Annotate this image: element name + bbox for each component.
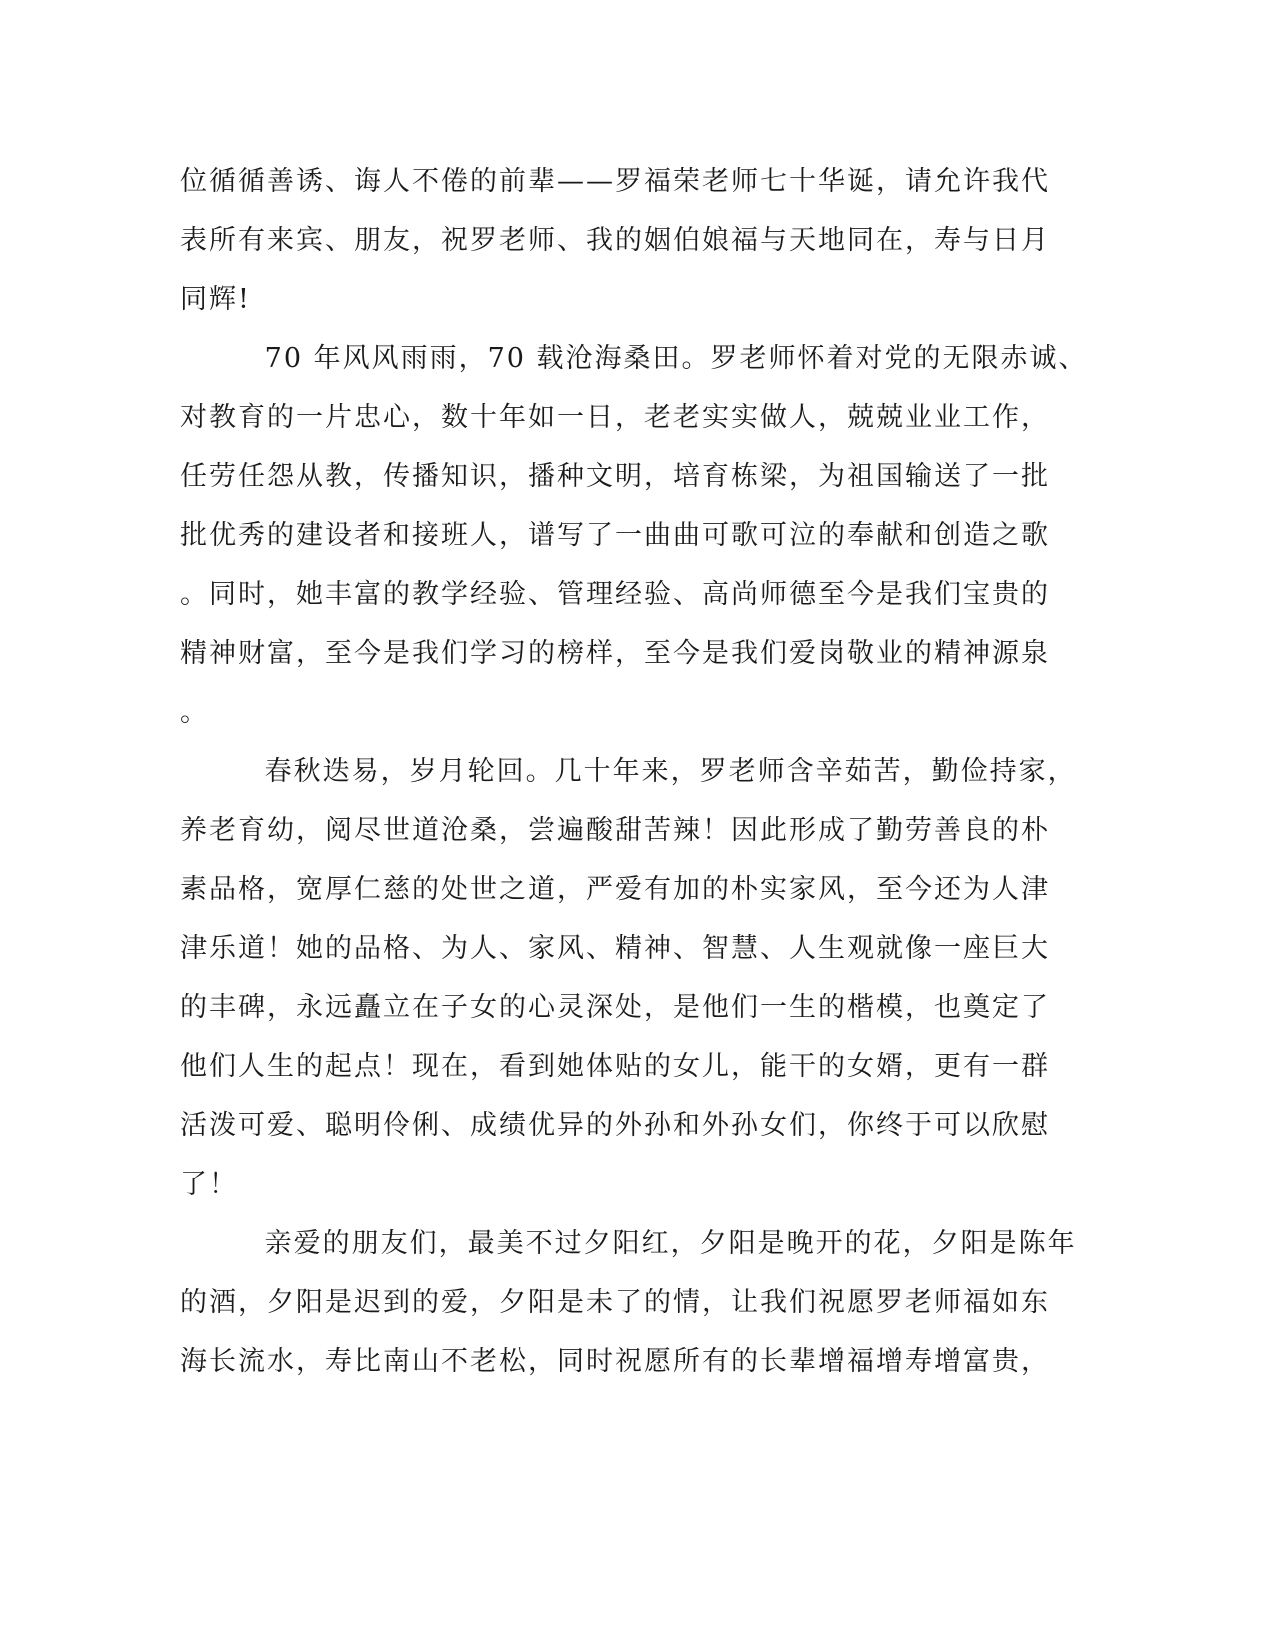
text-line: 养老育幼，阅尽世道沧桑，尝遍酸甜苦辣！因此形成了勤劳善良的朴 <box>180 815 1050 846</box>
text-line: 他们人生的起点！现在，看到她体贴的女儿，能干的女婿，更有一群 <box>180 1051 1050 1082</box>
text-line: 位循循善诱、诲人不倦的前辈——罗福荣老师七十华诞，请允许我代 <box>180 166 1050 197</box>
text-line: 亲爱的朋友们，最美不过夕阳红，夕阳是晚开的花，夕阳是陈年 <box>180 1228 1077 1259</box>
text-line: 表所有来宾、朋友，祝罗老师、我的姻伯娘福与天地同在，寿与日月 <box>180 225 1050 256</box>
text-line: 的酒，夕阳是迟到的爱，夕阳是未了的情，让我们祝愿罗老师福如东 <box>180 1287 1050 1318</box>
text-line: 。 <box>180 697 209 728</box>
text-line: 。同时，她丰富的教学经验、管理经验、高尚师德至今是我们宝贵的 <box>180 579 1050 610</box>
body-text <box>180 152 1088 1391</box>
text-line: 任劳任怨从教，传播知识，播种文明，培育栋梁，为祖国输送了一批 <box>180 461 1050 492</box>
paragraph-2 <box>180 329 1088 742</box>
text-line: 活泼可爱、聪明伶俐、成绩优异的外孙和外孙女们，你终于可以欣慰 <box>180 1110 1050 1141</box>
text-line: 70 年风风雨雨，70 载沧海桑田。罗老师怀着对党的无限赤诚、 <box>180 343 1088 374</box>
text-line: 了！ <box>180 1169 238 1200</box>
paragraph-1 <box>180 152 1050 329</box>
text-line: 同辉! <box>180 284 251 315</box>
text-line: 春秋迭易，岁月轮回。几十年来，罗老师含辛茹苦，勤俭持家， <box>180 756 1077 787</box>
paragraph-4 <box>180 1214 1077 1391</box>
text-line: 海长流水，寿比南山不老松，同时祝愿所有的长辈增福增寿增富贵， <box>180 1346 1050 1377</box>
text-line: 精神财富，至今是我们学习的榜样，至今是我们爱岗敬业的精神源泉 <box>180 638 1050 669</box>
text-line: 批优秀的建设者和接班人，谱写了一曲曲可歌可泣的奉献和创造之歌 <box>180 520 1050 551</box>
text-line: 对教育的一片忠心，数十年如一日，老老实实做人，兢兢业业工作， <box>180 402 1050 433</box>
text-line: 素品格，宽厚仁慈的处世之道，严爱有加的朴实家风，至今还为人津 <box>180 874 1050 905</box>
paragraph-3 <box>180 742 1077 1214</box>
text-line: 的丰碑，永远矗立在子女的心灵深处，是他们一生的楷模，也奠定了 <box>180 992 1050 1023</box>
text-line: 津乐道！她的品格、为人、家风、精神、智慧、人生观就像一座巨大 <box>180 933 1050 964</box>
